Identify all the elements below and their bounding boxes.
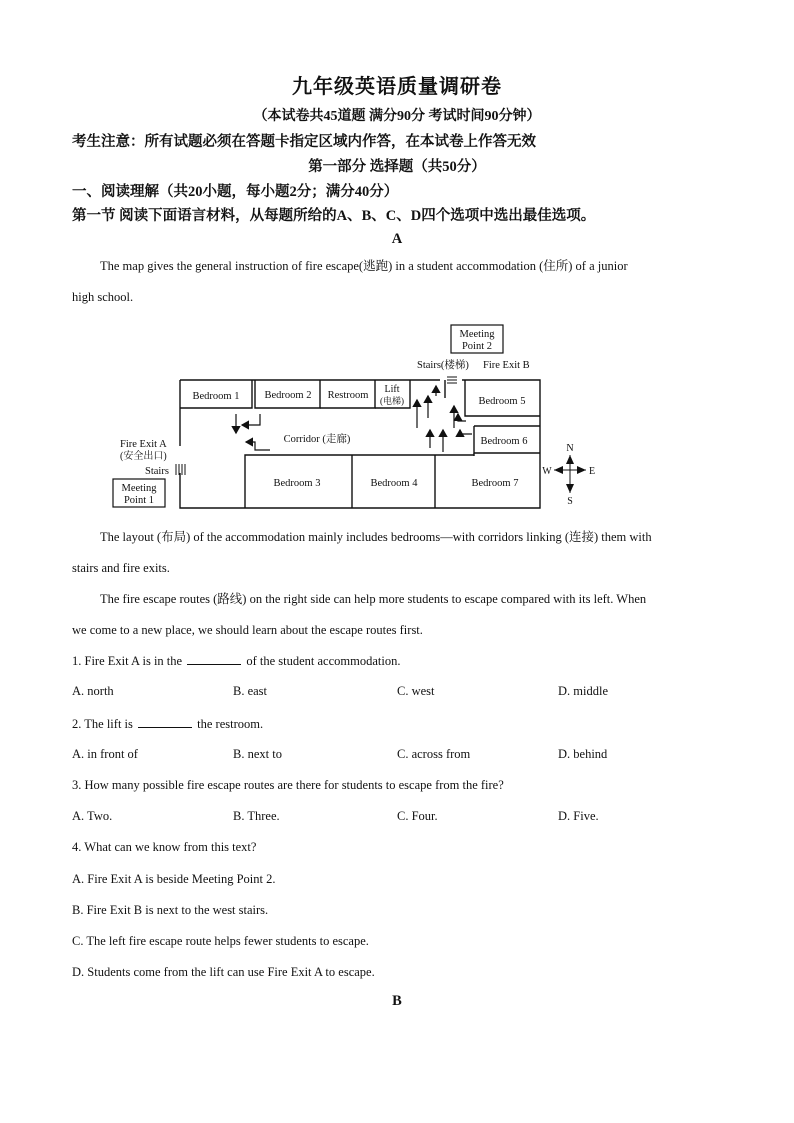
bedroom-6-label: Bedroom 6 [480, 436, 528, 447]
question-2-option-a[interactable]: A. in front of [72, 747, 138, 761]
question-4-option-b[interactable]: B. Fire Exit B is next to the west stairs. [72, 903, 269, 917]
fire-escape-map [110, 318, 620, 518]
meeting-point-1-label-2: Point 1 [123, 495, 155, 506]
fire-exit-a-label: Fire Exit A [120, 439, 167, 450]
bedroom-7-label: Bedroom 7 [471, 478, 519, 489]
bedroom-2-label: Bedroom 2 [264, 390, 312, 401]
answer-blank [138, 716, 192, 728]
left-stairs-label: Stairs [145, 466, 169, 477]
bedroom-4-label: Bedroom 4 [370, 478, 418, 489]
question-1-stem-start: 1. Fire Exit A is in the [72, 654, 183, 668]
question-3-stem: 3. How many possible fire escape routes are there for students to escape from the fire? [72, 778, 504, 792]
question-1-option-b[interactable]: B. east [233, 684, 268, 698]
bedroom-3-label: Bedroom 3 [273, 478, 321, 489]
question-2-stem-end: the restroom. [197, 717, 264, 731]
question-3-option-b[interactable]: B. Three. [233, 809, 280, 823]
question-1-stem [72, 653, 400, 669]
passage-a-paragraph-1 [72, 251, 722, 313]
bedroom-5-label: Bedroom 5 [478, 396, 526, 407]
paragraph-3-line-1: The fire escape routes (路线) on the right side can help more students to escape compared with its left. When [100, 592, 647, 606]
passage-b-label: B [392, 993, 402, 1009]
part-one-heading: 第一部分 选择题（共50分） [308, 159, 486, 175]
paragraph-1-line-2: high school. [72, 290, 134, 304]
bedroom-1-label: Bedroom 1 [192, 391, 240, 402]
top-stairs-icon [447, 377, 457, 383]
question-2-option-b[interactable]: B. next to [233, 747, 282, 761]
paragraph-3-line-2: we come to a new place, we should learn about the escape routes first. [72, 623, 423, 637]
question-3-option-d[interactable]: D. Five. [558, 809, 599, 823]
compass-n-label: N [566, 443, 574, 454]
exam-title: 九年级英语质量调研卷 [292, 76, 502, 98]
fire-exit-b-label: Fire Exit B [483, 360, 530, 371]
question-4-option-a[interactable]: A. Fire Exit A is beside Meeting Point 2. [72, 872, 276, 886]
exam-subtitle: （本试卷共45道题 满分90分 考试时间90分钟） [253, 109, 541, 124]
question-1-option-d[interactable]: D. middle [558, 684, 608, 698]
question-4-option-c[interactable]: C. The left fire escape route helps fewer students to escape. [72, 934, 369, 948]
question-4-stem: 4. What can we know from this text? [72, 840, 257, 854]
paragraph-2-line-2: stairs and fire exits. [72, 561, 170, 575]
passage-a-paragraph-2 [72, 522, 722, 584]
top-stairs-label: Stairs(楼梯) [417, 360, 469, 371]
question-1-stem-end: of the student accommodation. [246, 654, 401, 668]
paragraph-1-line-1: The map gives the general instruction of fire escape(逃跑) in a student accommodation (住所) of a junior [100, 259, 628, 273]
question-4-option-d[interactable]: D. Students come from the lift can use Fire Exit A to escape. [72, 965, 375, 979]
question-1-option-c[interactable]: C. west [397, 684, 435, 698]
lift-label: Lift [384, 384, 400, 395]
compass-e-label: E [588, 466, 596, 477]
meeting-point-1-label-1: Meeting [121, 483, 157, 494]
meeting-point-2-label-1: Meeting [459, 329, 495, 340]
lift-label-cn: (电梯) [380, 396, 404, 406]
corridor-label: Corridor (走廊) [283, 434, 351, 445]
question-3-option-a[interactable]: A. Two. [72, 809, 113, 823]
restroom-label: Restroom [327, 390, 369, 401]
compass-w-label: W [542, 466, 552, 477]
compass-icon [542, 443, 595, 507]
question-2-stem [72, 716, 263, 732]
compass-s-label: S [567, 496, 573, 507]
fire-exit-a-label-cn: (安全出口) [120, 451, 167, 462]
section-one-heading: 一、阅读理解（共20小题，每小题2分；满分40分） [72, 184, 399, 200]
exam-notice: 考生注意：所有试题必须在答题卡指定区域内作答，在本试卷上作答无效 [72, 134, 536, 150]
meeting-point-2-label-2: Point 2 [461, 341, 493, 352]
passage-a-label: A [391, 231, 403, 247]
question-2-stem-start: 2. The lift is [72, 717, 133, 731]
question-2-option-c[interactable]: C. across from [397, 747, 471, 761]
answer-blank [187, 653, 241, 665]
passage-a-paragraph-3 [72, 584, 722, 646]
meeting-point-1-box [113, 479, 165, 507]
subsection-heading: 第一节 阅读下面语言材料，从每题所给的A、B、C、D四个选项中选出最佳选项。 [72, 208, 596, 224]
meeting-point-2-box [451, 325, 503, 353]
question-2-option-d[interactable]: D. behind [558, 747, 608, 761]
question-3-option-c[interactable]: C. Four. [397, 809, 438, 823]
paragraph-2-line-1: The layout (布局) of the accommodation mainly includes bedrooms—with corridors linking (连接) them with [100, 530, 652, 544]
question-1-option-a[interactable]: A. north [72, 684, 114, 698]
